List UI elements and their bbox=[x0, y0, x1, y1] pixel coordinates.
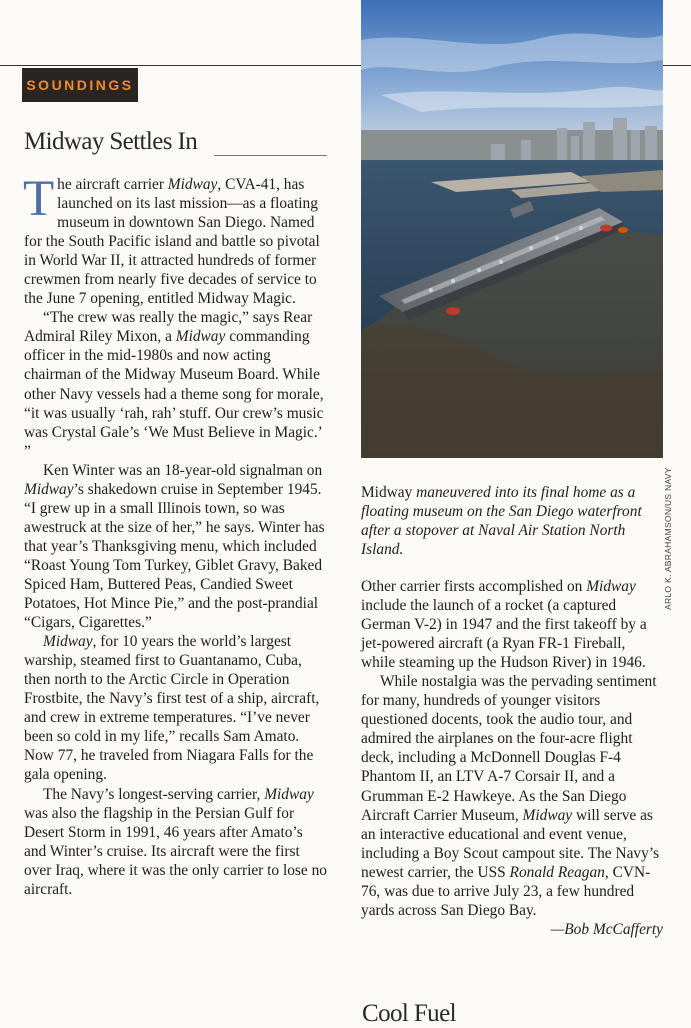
section-tag: SOUNDINGS bbox=[22, 68, 138, 102]
italic-text: Midway bbox=[586, 578, 636, 595]
paragraph bbox=[24, 461, 328, 632]
headline-rule bbox=[214, 155, 327, 156]
body-text: “The crew was really the magic,” says Rear Admiral Riley Mixon, a bbox=[24, 309, 313, 346]
paragraph bbox=[23, 171, 328, 308]
italic-text: Midway bbox=[264, 785, 314, 803]
body-text: Other carrier firsts accomplished on bbox=[361, 578, 587, 595]
right-column bbox=[361, 577, 663, 939]
italic-text: Ronald Reagan bbox=[509, 863, 605, 881]
body-text: While nostalgia was the pervading sentiment for many, hundreds of younger visitors questioned docents, took the audio tour, and admired the airplanes on the four-acre flight deck, including a McDonnell Douglas F-4 Phantom II, an LTV A-7 Corsair II, and a Grumman E-2 Hawkeye. As the San Diego Aircraft Carrier Museum, bbox=[361, 673, 657, 824]
italic-text: Midway bbox=[43, 633, 93, 651]
body-text: , CVN-76, was due to arrive July 23, a few hundred yards across San Diego Bay. bbox=[361, 863, 651, 919]
body-text: The Navy’s longest-serving carrier, bbox=[43, 785, 265, 803]
carrier-photo bbox=[361, 0, 663, 458]
italic-text: Midway bbox=[175, 328, 226, 346]
body-text: Ken Winter was an 18-year-old signalman on bbox=[43, 461, 323, 479]
body-text: was also the flagship in the Persian Gulf for Desert Storm in 1991, 46 years after Amato’s and Winter’s cruise. Its aircraft were the first over Iraq, where it was the only carrier to lose no aircraft. bbox=[24, 804, 327, 898]
next-article-headline: Cool Fuel bbox=[362, 1000, 456, 1027]
drop-cap: T bbox=[23, 171, 55, 227]
paragraph bbox=[361, 577, 663, 672]
italic-text: Midway bbox=[24, 480, 74, 498]
body-text: include the launch of a rocket (a captured German V-2) in 1947 and the first takeoff by a jet-powered aircraft (a Ryan FR-1 Fireball, while steaming up the Hudson River) in 1946. bbox=[361, 597, 647, 672]
paragraph bbox=[24, 308, 328, 460]
body-text: commanding officer in the mid-1980s and now acting chairman of the Midway Museum Board. While other Navy vessels had a theme song for morale, “it was usually ‘rah, rah’ stuff. Our crew’s music was Crystal Gale’s ‘We Must Believe in Magic.’ ” bbox=[24, 328, 324, 460]
body-text: , CVA-41, has launched on its last mission—as a floating museum in downtown San Diego. Named for the South Pacific island and battle so pivotal in World War II, it attracted hundreds of former crewmen from nearly five decades of service to the June 7 opening, entitled Midway Magic. bbox=[24, 176, 320, 308]
article-headline: Midway Settles In bbox=[24, 128, 198, 155]
paragraph bbox=[24, 632, 328, 784]
header-rule-left bbox=[0, 65, 361, 66]
caption-text: maneuvered into its final home as a floating museum on the San Diego waterfront after a stopover at Naval Air Station North Island. bbox=[361, 484, 642, 559]
body-text: , for 10 years the world’s largest warship, steamed first to Guantanamo, Cuba, then north to the Arctic Circle in Operation Frostbite, the Navy’s first test of a ship, aircraft, and crew in extreme temperatures. “I’ve never been so cold in my life,” recalls Sam Amato. Now 77, he traveled from Niagara Falls for the gala opening. bbox=[24, 633, 320, 784]
caption-lead: Midway bbox=[361, 484, 413, 501]
left-column bbox=[23, 171, 328, 899]
paragraph bbox=[24, 785, 328, 899]
byline: —Bob McCafferty bbox=[550, 920, 663, 938]
photo-credit: ARLO K. ABRAHAMSON/US NAVY bbox=[663, 467, 673, 610]
aerial-harbor-image bbox=[361, 0, 663, 458]
italic-text: Midway bbox=[522, 806, 573, 824]
body-text: will serve as an interactive educational and event venue, including a Boy Scout campout site. The Navy’s newest carrier, the USS bbox=[361, 806, 660, 881]
italic-text: Midway bbox=[167, 176, 218, 193]
body-text: he aircraft carrier bbox=[57, 176, 168, 193]
body-text: ’s shakedown cruise in September 1945. “I grew up in a small Illinois town, so was awestruck at the size of her,” he says. Winter has that year’s Thanksgiving menu, which included “Roast Young Tom Turkey, Giblet Gravy, Baked Spiced Ham, Buttered Peas, Candied Sweet Potatoes, Hot Mince Pie,” and the post-prandial “Cigars, Cigarettes.” bbox=[24, 480, 325, 632]
header-rule-right bbox=[663, 65, 691, 66]
paragraph bbox=[361, 672, 663, 920]
photo-caption bbox=[361, 483, 666, 559]
